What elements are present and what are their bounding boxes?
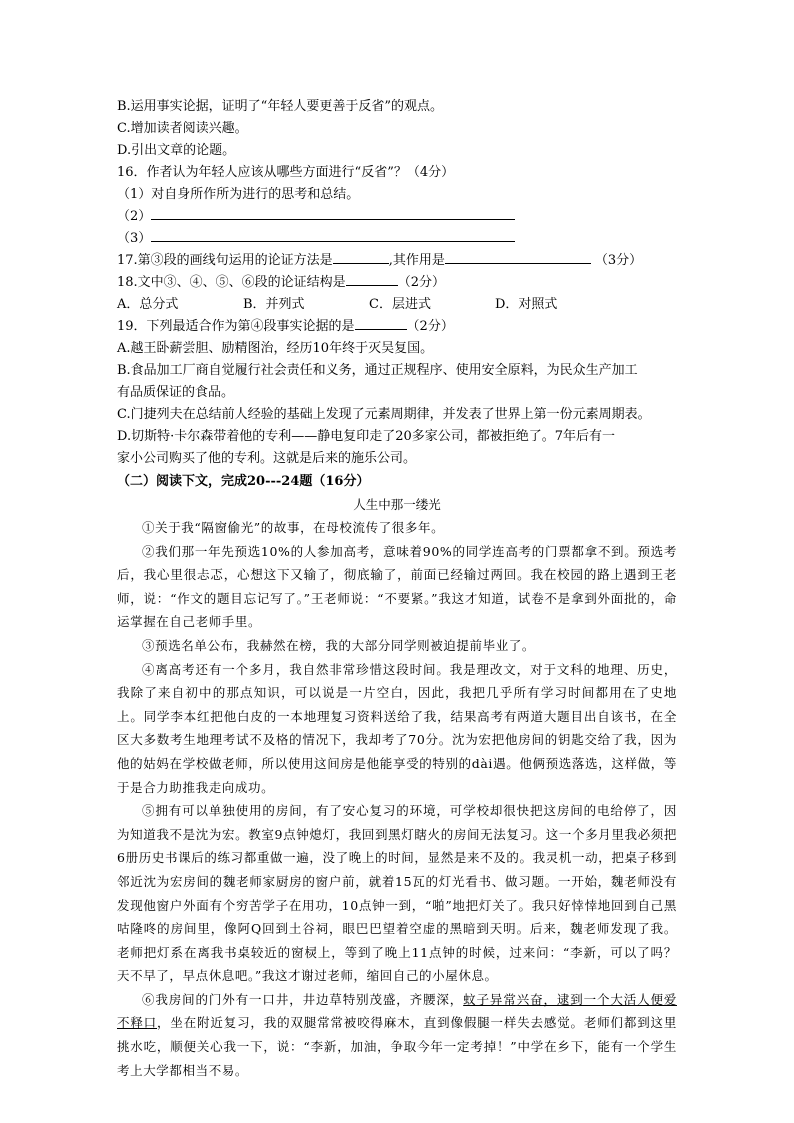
q15-option-b: B.运用事实论据，证明了“年轻人要更善于反省”的观点。 [117,99,443,114]
q19-option-d-line1: D.切斯特·卡尔森带着他的专利——静电复印走了20多家公司，都被拒绝了。7年后有一 [117,429,616,444]
q17-blank-1[interactable] [333,250,389,264]
q19-option-b-line2: 有品质保证的食品。 [117,385,235,400]
q16-stem: 16．作者认为年轻人应该从哪些方面进行“反省”？（4分） [117,165,455,180]
q16-answer-2-blank[interactable] [151,206,515,220]
q19-points: （2分） [406,319,454,334]
article-paragraph-1: ①关于我“隔窗偷光”的故事，在母校流传了很多年。 [142,520,445,535]
q18-option-d: D．对照式 [495,297,558,312]
q16-answer-2-label: （2） [117,209,152,224]
q16-answer-2 [117,206,677,228]
article-paragraph-2: ②我们那一年先预选10%的人参加高考，意味着90%的同学连高考的门票都拿不到。预选考后，我心里很忐忑，心想这下又输了，彻底输了，前面已经输过两回。我在校园的路上遇到王老师，说：“作文的题目忘记写了。”王老师说：“不要紧。”我这才知道，试卷不是拿到外面批的，命运掌握在自己老师手里。 [117,543,677,630]
article-title: 人生中那一缕光 [353,497,441,512]
article-paragraph-4: ④离高考还有一个多月，我自然非常珍惜这段时间。我是理改文，对于文科的地理、历史，我除了来自初中的那点知识，可以说是一片空白，因此，我把几乎所有学习时间都用在了史地上。同学李本红把他白皮的一本地理复习资料送给了我，结果高考有两道大题目出自该书，在全区大多数考生地理考试不及格的情况下，我却考了70分。沈为宏把他房间的钥匙交给了我，因为他的姑妈在学校做老师，所以使用这间房是他能享受的特别的dài遇。他俩预选落选，这样做，等于是合力助推我走向成功。 [117,661,677,795]
q19-option-c: C.门捷列夫在总结前人经验的基础上发现了元素周期律，并发表了世界上第一份元素周期表。 [117,407,651,422]
p6-text-before: ⑥我房间的门外有一口井，井边草特别茂盛，齐腰深， [142,991,464,1007]
q17-points: （3分） [594,253,643,268]
q19-blank[interactable] [355,316,407,330]
p6-text-after: ，坐在附近复习，我的双腿常常被咬得麻木，直到像假腿一样失去感觉。老师们都到这里挑水吃，顺便关心我一下，说：“李新，加油，争取今年一定考掉！”中学在乡下，能有一个学生考上大学都相当不易。 [117,1015,677,1078]
q19-stem: 19．下列最适合作为第④段事实论据的是 [117,319,355,334]
q18-stem: 18.文中③、④、⑤、⑥段的论证结构是 [117,275,346,290]
q19-option-b-line1: B.食品加工厂商自觉履行社会责任和义务，通过正规程序、使用安全原料，为民众生产加工 [117,363,638,378]
q16-answer-3 [117,228,677,250]
section-heading: （二）阅读下文，完成20---24题（16分） [117,474,370,489]
exam-page [117,96,677,1082]
q18-blank[interactable] [346,272,398,286]
q16-answer-1: （1）对自身所作所为进行的思考和总结。 [117,187,360,202]
q18-option-b: B．并列式 [243,297,305,312]
article-paragraph-3: ③预选名单公布，我赫然在榜，我的大部分同学则被迫提前毕业了。 [142,637,536,653]
q17-part2: ,其作用是 [388,253,445,268]
q15-option-c: C.增加读者阅读兴趣。 [117,121,248,136]
q18-option-a: A．总分式 [117,297,179,312]
q18-option-c: C．层进式 [369,297,431,312]
q18 [117,272,677,294]
q19-option-a: A.越王卧薪尝胆、励精图治，经历10年终于灭吴复国。 [117,341,434,356]
q18-options [117,294,677,316]
q17 [117,250,677,272]
p6-underlined-sentence: 蚊子异常兴奋，逮到一个大活人便爱不释口 [117,991,677,1031]
q16-answer-3-blank[interactable] [151,228,515,242]
article-paragraph-5: ⑤拥有可以单独使用的房间，有了安心复习的环境，可学校却很快把这房间的电给停了，因为知道我不是沈为宏。教室9点钟熄灯，我回到黑灯瞎火的房间无法复习。这一个多月里我必须把6册历史书课后的练习都重做一遍，没了晚上的时间，显然是来不及的。我灵机一动，把桌子移到邻近沈为宏房间的魏老师家厨房的窗户前，就着15瓦的灯光看书、做习题。一开始，魏老师没有发现他窗户外面有个穷苦学子在用功，10点钟一到，“啪”地把灯关了。我只好悻悻地回到自己黑咕隆咚的房间里，像阿Q回到土谷祠，眼巴巴望着空虚的黑暗到天明。后来，魏老师发现了我。老师把灯系在离我书桌较近的窗棂上，等到了晚上11点钟的时候，过来问：“李新，可以了吗？天不早了，早点休息吧。”我这才谢过老师，缩回自己的小屋休息。 [117,803,677,984]
q19-option-d-line2: 家小公司购买了他的专利。这就是后来的施乐公司。 [117,451,417,466]
q18-points: （2分） [397,275,445,290]
q15-option-d: D.引出文章的论题。 [117,143,236,158]
q16-answer-3-label: （3） [117,231,152,246]
q17-part1: 17.第③段的画线句运用的论证方法是 [117,253,333,268]
article-paragraph-6 [117,988,677,1082]
q17-blank-2[interactable] [445,250,591,264]
q19 [117,316,677,338]
